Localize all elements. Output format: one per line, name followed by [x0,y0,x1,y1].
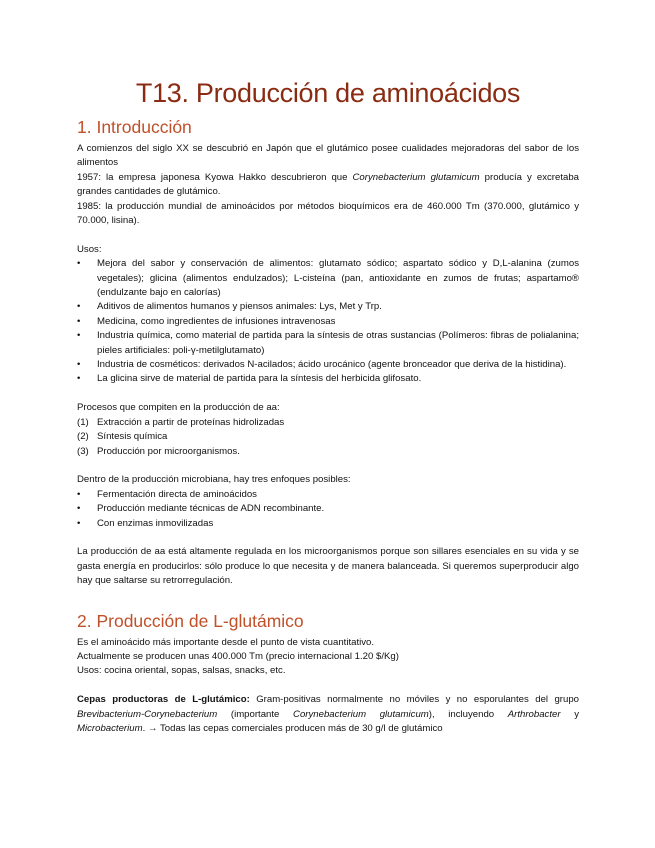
procesos-list [77,416,579,459]
enfoques-list [77,488,579,531]
list-item: • Industria de cosméticos: derivados N-acilados; ácido urocánico (agente bronceador que deriva de la histidina). [77,359,567,371]
document-page [77,78,579,736]
list-item: (3) Producción por microorganismos. [77,445,240,457]
list-item: (1) Extracción a partir de proteínas hidrolizadas [77,416,285,428]
procesos-label: Procesos que compiten en la producción de aa: [77,402,280,414]
list-item: • Producción mediante técnicas de ADN recombinante. [77,503,325,515]
enfoques-label: Dentro de la producción microbiana, hay tres enfoques posibles: [77,474,351,486]
list-item: • Con enzimas inmovilizadas [77,517,214,529]
intro-paragraph-2: 1957: la empresa japonesa Kyowa Hakko descubrieron que Corynebacterium glutamicum producía y excretaba grandes cantidades de glutámico. [77,171,579,198]
list-item: • La glicina sirve de material de partida para la síntesis del herbicida glifosato. [77,373,422,385]
cepas-paragraph: Cepas productoras de L-glutámico: Gram-positivas normalmente no móviles y no esporulantes del grupo Brevibacterium-Corynebacterium (importante Corynebacterium glutamicum), incluyendo Arthrobacter y Microbacterium. → Todas las cepas comerciales producen más de 30 g/l de glutámico [77,694,579,734]
list-item: • Aditivos de alimentos humanos y piensos animales: Lys, Met y Trp. [77,301,382,313]
section-heading-introduccion: 1. Introducción [77,117,192,137]
glutamico-paragraph-2: Actualmente se producen unas 400.000 Tm (precio internacional 1.20 $/Kg) [77,650,399,662]
glutamico-paragraph-1: Es el aminoácido más importante desde el punto de vista cuantitativo. [77,636,375,648]
list-item: (2) Síntesis química [77,431,168,443]
usos-list [77,257,579,387]
page-title: T13. Producción de aminoácidos [135,78,521,108]
list-item: • Fermentación directa de aminoácidos [77,488,257,500]
intro-paragraph-3: 1985: la producción mundial de aminoácidos por métodos bioquímicos era de 460.000 Tm (370.000, glutámico y 70.000, lisina). [77,200,579,227]
intro-paragraph-1: A comienzos del siglo XX se descubrió en Japón que el glutámico posee cualidades mejoradoras del sabor de los alimentos [77,143,579,169]
list-item: • Industria química, como material de partida para la síntesis de otras sustancias (Polímeros: fibras de polialanina; pieles artificiales: poli-γ-metilglutamato) [77,330,579,356]
list-item: • Medicina, como ingredientes de infusiones intravenosas [77,315,336,327]
section-heading-glutamico: 2. Producción de L-glutámico [77,610,304,631]
glutamico-paragraph-3: Usos: cocina oriental, sopas, salsas, snacks, etc. [77,665,286,677]
regulacion-paragraph: La producción de aa está altamente regulada en los microorganismos porque son sillares esenciales en su vida y se gasta energía en producirlos: sólo produce lo que necesita y de manera balanceada. Si queremos superproducir algo hay que saltarse su retrorregulación. [77,546,579,587]
list-item: • Mejora del sabor y conservación de alimentos: glutamato sódico; aspartato sódico y D,L-alanina (zumos vegetales); glicina (alimentos endulzados); L-cisteína (pan, antioxidante en zumos de frutas; aspartamo® (endulzante bajo en calorías) [77,258,579,299]
usos-label: Usos: [77,243,102,255]
